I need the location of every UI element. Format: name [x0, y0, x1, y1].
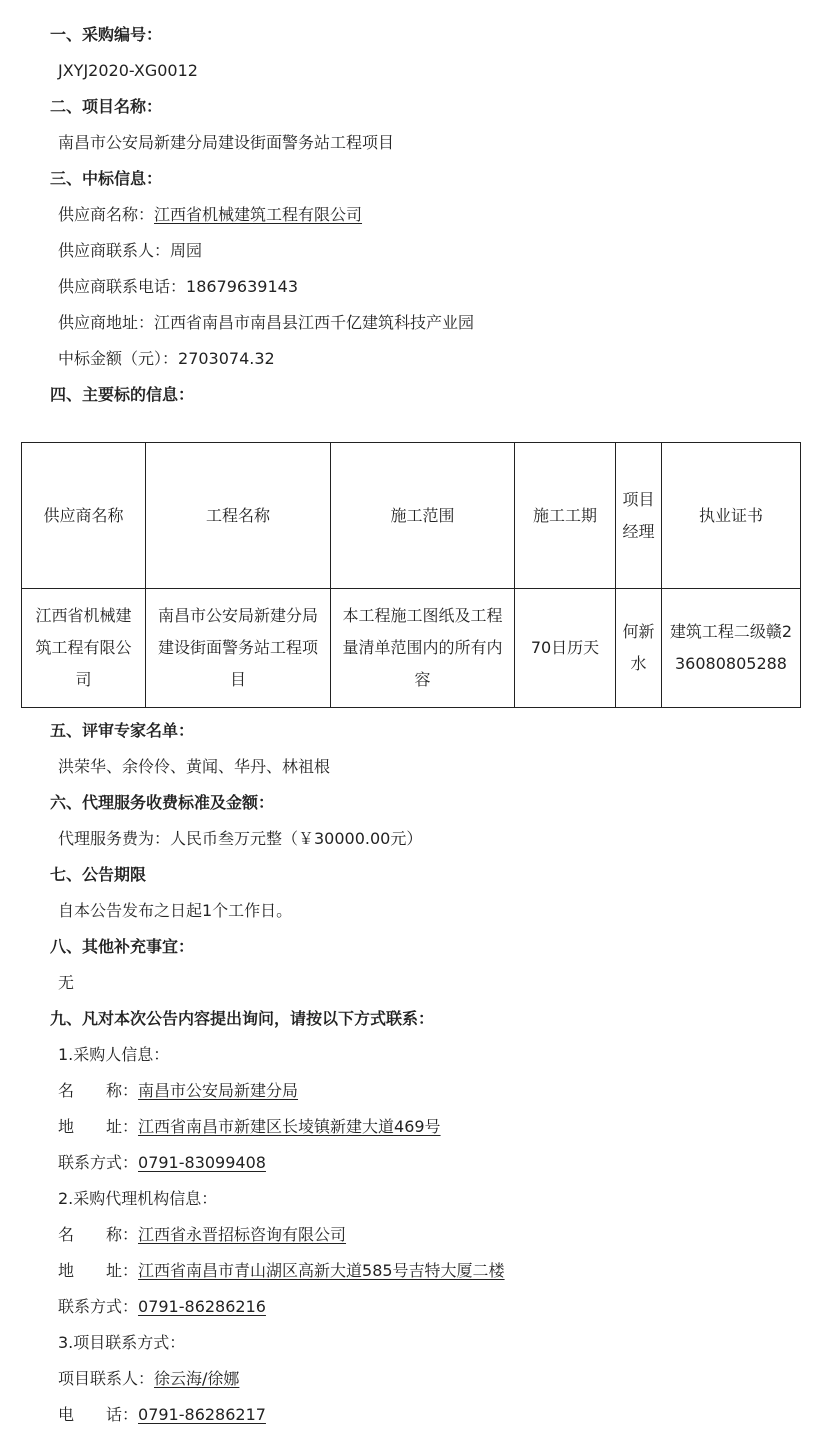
heading-experts: 五、评审专家名单：	[50, 721, 195, 740]
project-contact-link[interactable]: 徐云海/徐娜	[154, 1369, 240, 1388]
supplier-phone-row	[58, 277, 298, 297]
supplier-name-link[interactable]: 江西省机械建筑工程有限公司	[154, 205, 363, 224]
heading-contact: 九、凡对本次公告内容提出询问，请按以下方式联系：	[50, 1009, 435, 1028]
purchaser-phone-label: 联系方式：	[58, 1153, 139, 1172]
header-project: 工程名称	[146, 443, 331, 589]
purchaser-phone-row	[58, 1153, 266, 1173]
purchaser-address-row	[58, 1117, 441, 1137]
heading-procurement-number: 一、采购编号：	[50, 25, 163, 44]
supplier-name-label: 供应商名称：	[58, 205, 155, 224]
agency-address-label: 地 址：	[58, 1261, 139, 1280]
heading-other-matters: 八、其他补充事宜：	[50, 937, 195, 956]
heading-agency-fee: 六、代理服务收费标准及金额：	[50, 793, 275, 812]
purchaser-address-label: 地 址：	[58, 1117, 139, 1136]
agency-title: 2.采购代理机构信息：	[58, 1189, 218, 1208]
heading-project-name: 二、项目名称：	[50, 97, 163, 116]
supplier-phone-label: 供应商联系电话：	[58, 277, 187, 296]
purchaser-name-row	[58, 1081, 298, 1101]
agency-fee: 代理服务费为：人民币叁万元整（￥30000.00元）	[58, 829, 423, 848]
header-manager: 项目经理	[616, 443, 662, 589]
project-phone-label: 电 话：	[58, 1405, 139, 1424]
header-supplier: 供应商名称	[22, 443, 146, 589]
heading-notice-period: 七、公告期限	[50, 865, 147, 884]
project-contact-row	[58, 1369, 239, 1389]
supplier-address-row	[58, 313, 474, 333]
heading-award-info: 三、中标信息：	[50, 169, 163, 188]
other-matters: 无	[58, 973, 75, 992]
supplier-address-label: 供应商地址：	[58, 313, 155, 332]
project-name: 南昌市公安局新建分局建设街面警务站工程项目	[58, 133, 395, 152]
supplier-contact-label: 供应商联系人：	[58, 241, 171, 260]
header-duration: 施工工期	[515, 443, 616, 589]
project-phone-link[interactable]: 0791-86286217	[138, 1405, 266, 1424]
cell-duration: 70日历天	[515, 589, 616, 708]
award-amount-row	[58, 349, 275, 369]
cell-scope: 本工程施工图纸及工程量清单范围内的所有内容	[331, 589, 515, 708]
agency-name-label: 名 称：	[58, 1225, 139, 1244]
cell-manager: 何新水	[616, 589, 662, 708]
purchaser-name-label: 名 称：	[58, 1081, 139, 1100]
project-contact-label: 项目联系人：	[58, 1369, 155, 1388]
cell-certificate: 建筑工程二级赣236080805288	[662, 589, 801, 708]
supplier-address: 江西省南昌市南昌县江西千亿建筑科技产业园	[154, 313, 475, 332]
supplier-contact: 周园	[170, 241, 203, 260]
agency-phone-label: 联系方式：	[58, 1297, 139, 1316]
agency-phone-link[interactable]: 0791-86286216	[138, 1297, 266, 1316]
award-table	[21, 442, 801, 708]
agency-address-link[interactable]: 江西省南昌市青山湖区高新大道585号吉特大厦二楼	[138, 1261, 505, 1280]
header-certificate: 执业证书	[662, 443, 801, 589]
purchaser-name-link[interactable]: 南昌市公安局新建分局	[138, 1081, 299, 1100]
agency-name-link[interactable]: 江西省永晋招标咨询有限公司	[138, 1225, 347, 1244]
purchaser-title: 1.采购人信息：	[58, 1045, 170, 1064]
heading-main-items: 四、主要标的信息：	[50, 385, 195, 404]
supplier-contact-row	[58, 241, 202, 261]
award-amount-label: 中标金额（元）：	[58, 349, 179, 368]
cell-project: 南昌市公安局新建分局建设街面警务站工程项目	[146, 589, 331, 708]
purchaser-address-link[interactable]: 江西省南昌市新建区长堎镇新建大道469号	[138, 1117, 441, 1136]
award-amount: 2703074.32	[178, 349, 275, 368]
cell-supplier: 江西省机械建筑工程有限公司	[22, 589, 146, 708]
procurement-number: JXYJ2020-XG0012	[58, 61, 198, 80]
supplier-phone: 18679639143	[186, 277, 298, 296]
project-phone-row	[58, 1405, 266, 1425]
agency-name-row	[58, 1225, 346, 1245]
supplier-name-row	[58, 205, 362, 225]
table-header-row	[22, 443, 801, 589]
header-scope: 施工范围	[331, 443, 515, 589]
agency-phone-row	[58, 1297, 266, 1317]
table-row	[22, 589, 801, 708]
project-contact-title: 3.项目联系方式：	[58, 1333, 186, 1352]
agency-address-row	[58, 1261, 505, 1281]
experts-list: 洪荣华、余伶伶、黄闻、华丹、林祖根	[58, 757, 331, 776]
purchaser-phone-link[interactable]: 0791-83099408	[138, 1153, 266, 1172]
notice-period: 自本公告发布之日起1个工作日。	[58, 901, 293, 920]
